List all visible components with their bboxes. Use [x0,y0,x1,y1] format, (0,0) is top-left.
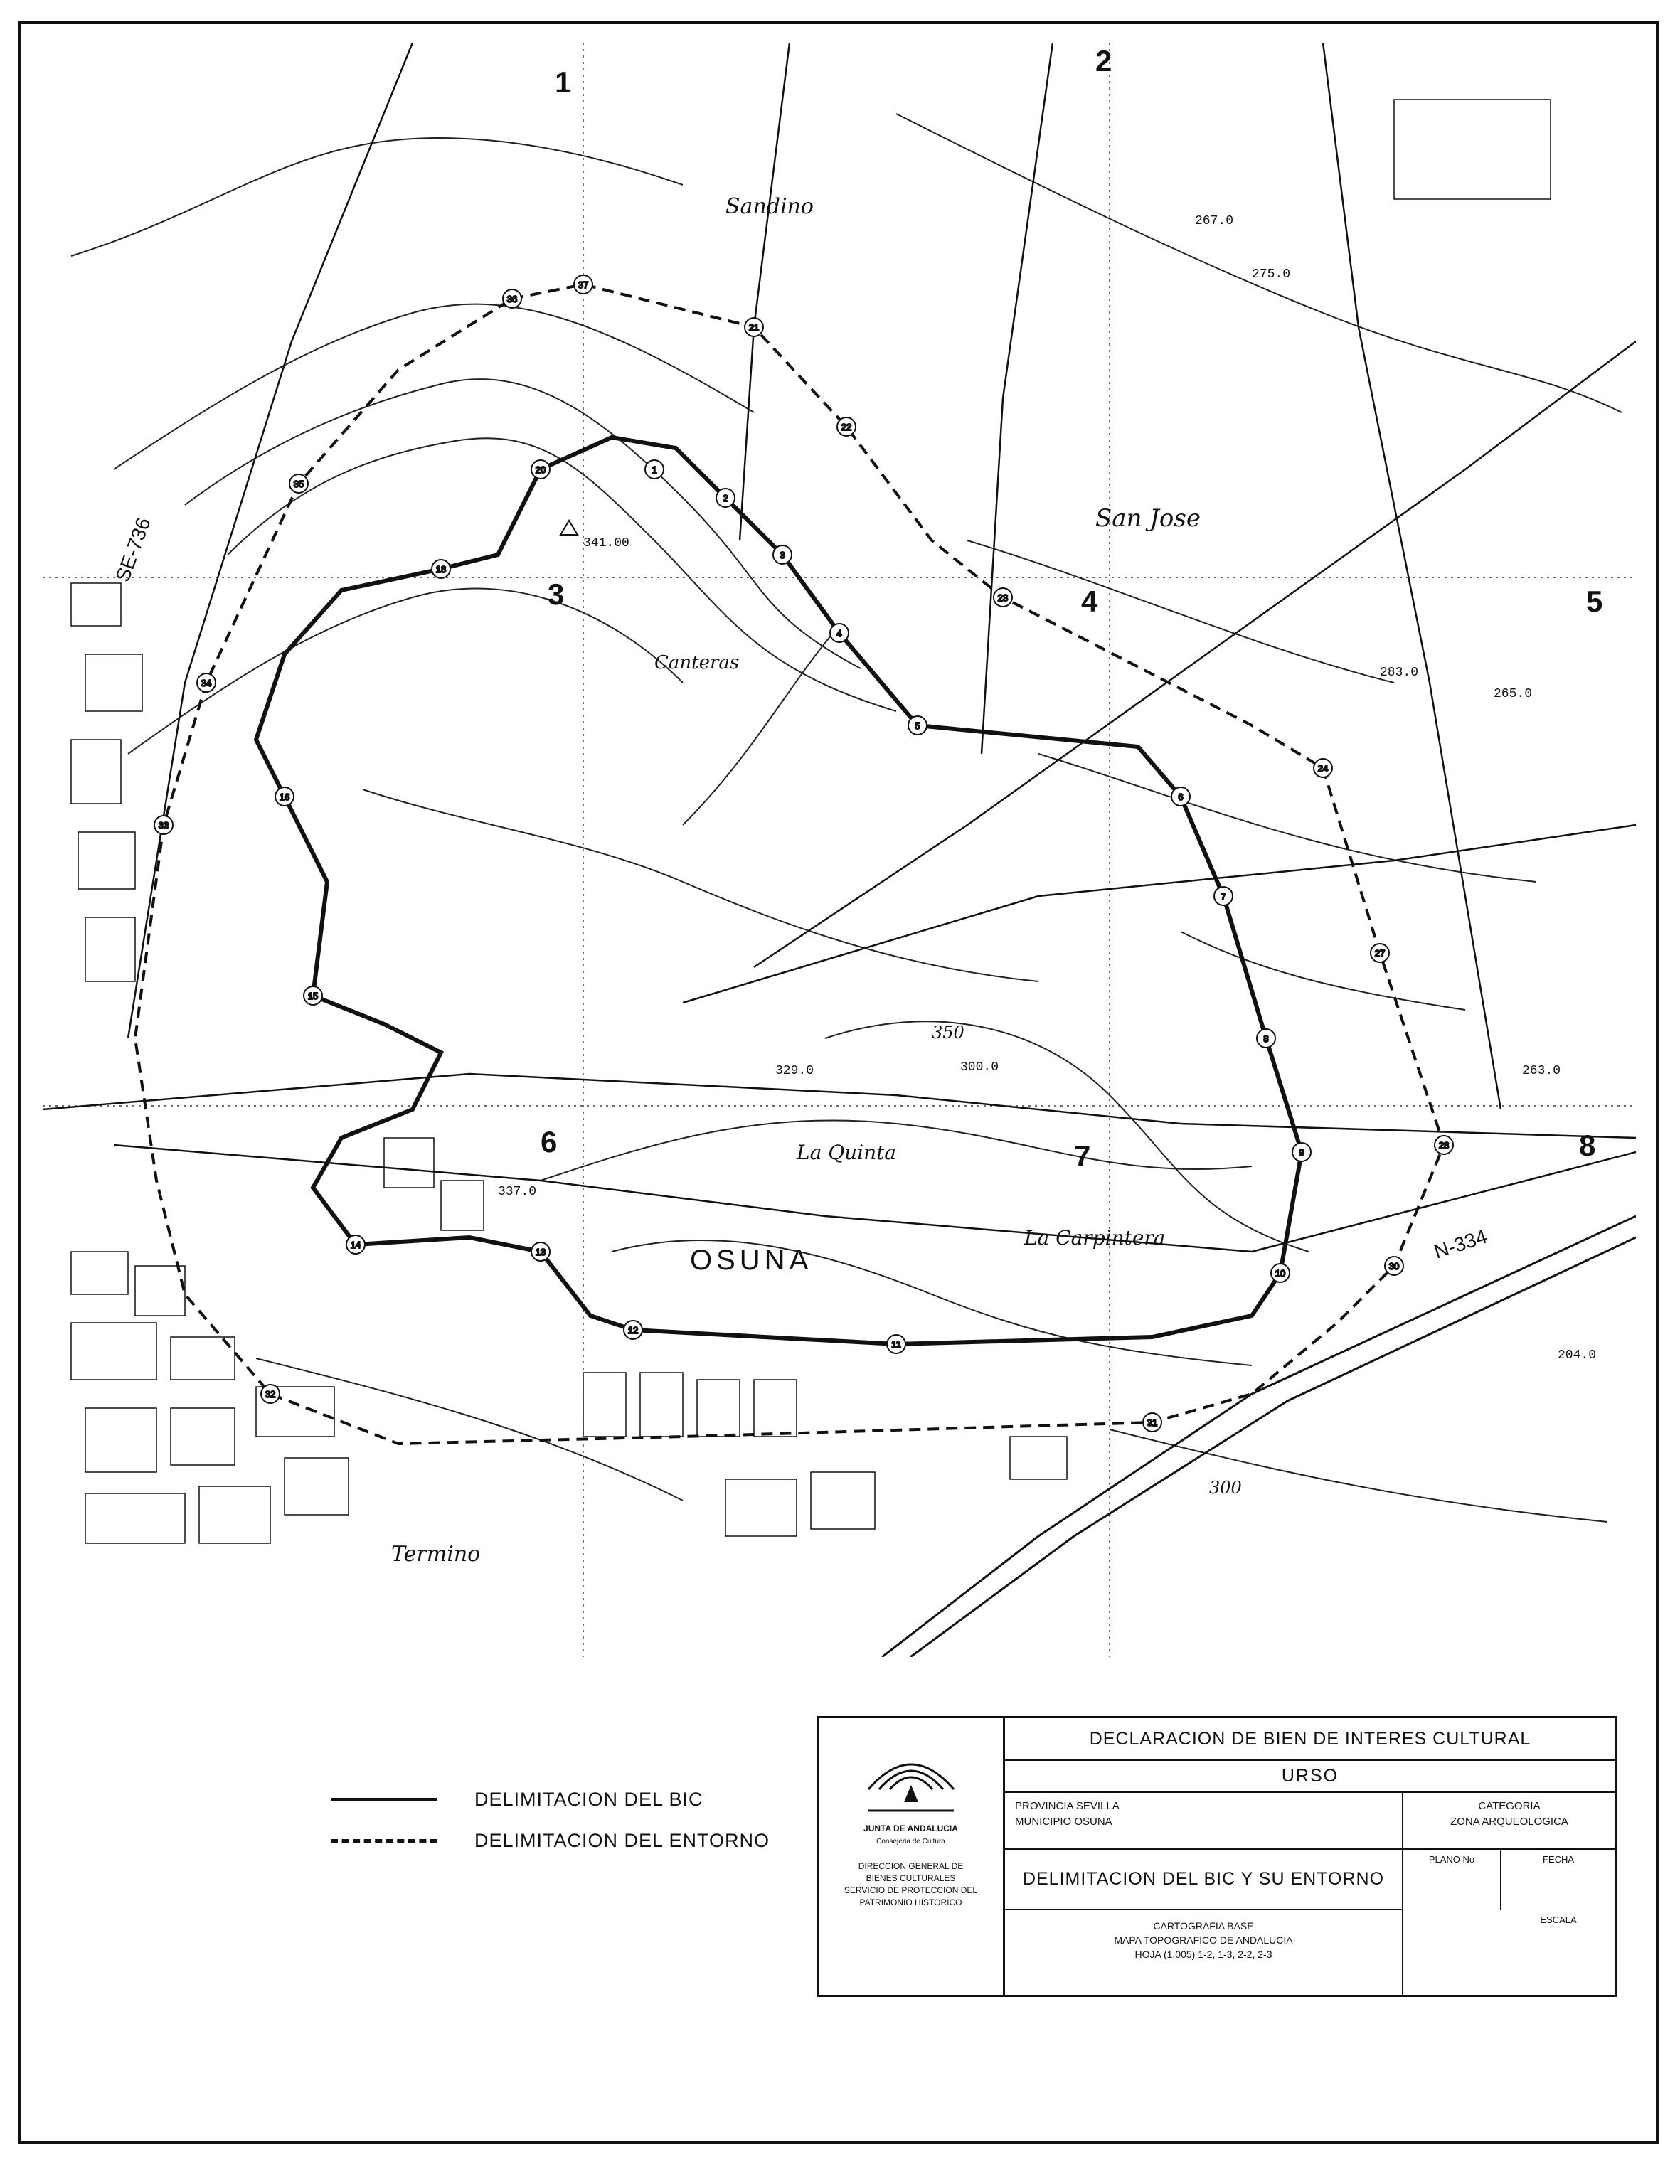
road-label-se-736: SE-736 [111,514,155,585]
boundary-marker-number: 30 [1388,1261,1400,1272]
grid-number-6: 6 [541,1125,558,1158]
grid-number-4: 4 [1081,585,1098,618]
boundary-marker-number: 7 [1221,891,1226,902]
cartografia-line-2: MAPA TOPOGRAFICO DE ANDALUCIA [1114,1934,1293,1946]
grid-number-2: 2 [1095,44,1112,78]
topographic-map [43,43,1636,1657]
legend-entorno-label: DELIMITACION DEL ENTORNO [474,1829,770,1851]
boundary-marker-number: 1 [652,464,657,475]
servicio-line-1: SERVICIO DE PROTECCION DEL [844,1885,978,1895]
spot-height: 329.0 [775,1064,814,1078]
place-san-jose: San Jose [1095,504,1201,533]
cartografia-cell [1005,1910,1403,1995]
boundary-marker-number: 22 [841,422,852,432]
boundary-marker-number: 8 [1263,1033,1269,1044]
boundary-marker-number: 20 [535,464,546,475]
place-la-carpintera: La Carpintera [1024,1226,1166,1250]
place-osuna: OSUNA [690,1245,813,1276]
boundary-marker-number: 13 [535,1247,546,1257]
categoria-cell [1403,1793,1615,1850]
legend-bic [331,1785,703,1813]
grid-number-7: 7 [1074,1139,1091,1173]
summit-triangle [560,521,578,535]
boundary-marker-number: 37 [578,279,589,290]
legend-bic-label: DELIMITACION DEL BIC [474,1788,703,1810]
municipio: MUNICIPIO OSUNA [1015,1816,1112,1828]
place-sandino: Sandino [725,194,814,219]
provincia: PROVINCIA SEVILLA [1015,1800,1120,1812]
boundary-marker-number: 36 [506,294,518,304]
org-consejeria: Consejeria de Cultura [876,1838,945,1845]
spot-height: 337.0 [498,1185,537,1199]
grid-lines [43,43,1636,1657]
spot-height: 283.0 [1380,666,1419,680]
title-block [817,1716,1617,1997]
urban-blocks [71,100,1551,1543]
road-label-n-334: N-334 [1431,1225,1490,1263]
location-cell [1005,1793,1403,1850]
categoria-label: CATEGORIA [1478,1800,1541,1812]
boundary-marker-number: 31 [1147,1417,1158,1428]
boundary-marker-number: 3 [780,550,785,560]
servicio-line-2: PATRIMONIO HISTORICO [859,1897,962,1907]
plano-no: PLANO No [1403,1850,1501,1910]
boundary-marker-number: 11 [891,1339,901,1350]
boundary-marker-number: 33 [158,820,169,831]
title-block-logo-cell [819,1718,1005,1995]
declaracion-title: DECLARACION DE BIEN DE INTERES CULTURAL [1005,1718,1615,1761]
boundary-marker-number: 23 [997,592,1009,603]
spot-height: 300.0 [960,1060,999,1075]
spot-height: 265.0 [1494,687,1533,701]
roads-and-paths [43,43,1636,1657]
bic-boundary [256,437,1302,1344]
fecha: FECHA [1542,1854,1575,1865]
legend-entorno [331,1826,770,1855]
spot-height: 263.0 [1522,1064,1561,1078]
legend-solid-line [331,1798,437,1801]
escala: ESCALA [1540,1914,1577,1925]
direccion-line-2: BIENES CULTURALES [866,1873,956,1883]
spot-height: 204.0 [1558,1348,1597,1363]
plan-title: DELIMITACION DEL BIC Y SU ENTORNO [1005,1850,1403,1910]
grid-number-1: 1 [555,65,572,99]
site-name: URSO [1005,1761,1615,1793]
boundary-marker-number: 27 [1374,948,1386,959]
boundary-marker-number: 18 [435,564,447,575]
legend-dashed-line [331,1839,437,1843]
direccion-line-1: DIRECCION GENERAL DE [858,1861,964,1871]
boundary-marker-number: 24 [1317,763,1329,774]
place-canteras: Canteras [654,652,740,673]
boundary-marker-number: 21 [748,322,760,333]
spot-height: 341.00 [583,536,629,550]
place-termino: Termino [391,1542,481,1567]
grid-number-3: 3 [548,577,565,611]
boundary-marker-number: 6 [1178,792,1184,802]
boundary-marker-number: 14 [350,1240,361,1250]
spot-height: 267.0 [1195,214,1234,228]
boundary-marker-number: 2 [723,493,728,504]
org-name: JUNTA DE ANDALUCIA [863,1823,958,1833]
place-la-quinta: La Quinta [797,1141,897,1164]
cartografia-line-3: HOJA (1.005) 1-2, 1-3, 2-2, 2-3 [1134,1949,1272,1960]
org-direccion [819,1860,1003,1909]
contour-label-350: 350 [932,1023,964,1043]
map-legend [331,1785,786,1870]
contour-label-300: 300 [1209,1478,1242,1498]
boundary-marker-number: 9 [1299,1147,1304,1158]
junta-andalucia-logo-icon [819,1725,1003,1825]
grid-number-5: 5 [1586,585,1603,618]
cartografia-line-1: CARTOGRAFIA BASE [1153,1920,1254,1932]
spot-height: 275.0 [1252,267,1291,282]
boundary-marker-number: 15 [307,991,319,1001]
boundary-marker-number: 32 [265,1389,276,1400]
boundary-marker-number: 4 [836,628,842,639]
boundary-marker-number: 10 [1275,1268,1286,1279]
grid-number-8: 8 [1579,1129,1596,1162]
contour-lines [71,114,1622,1522]
categoria-value: ZONA ARQUEOLOGICA [1450,1816,1568,1828]
boundary-marker-number: 35 [293,479,304,489]
boundary-marker-number: 5 [915,720,920,731]
boundary-marker-number: 34 [201,678,212,688]
boundary-marker-number: 16 [279,792,290,802]
boundary-marker-number: 12 [627,1325,639,1336]
boundary-marker-number: 28 [1438,1140,1450,1151]
